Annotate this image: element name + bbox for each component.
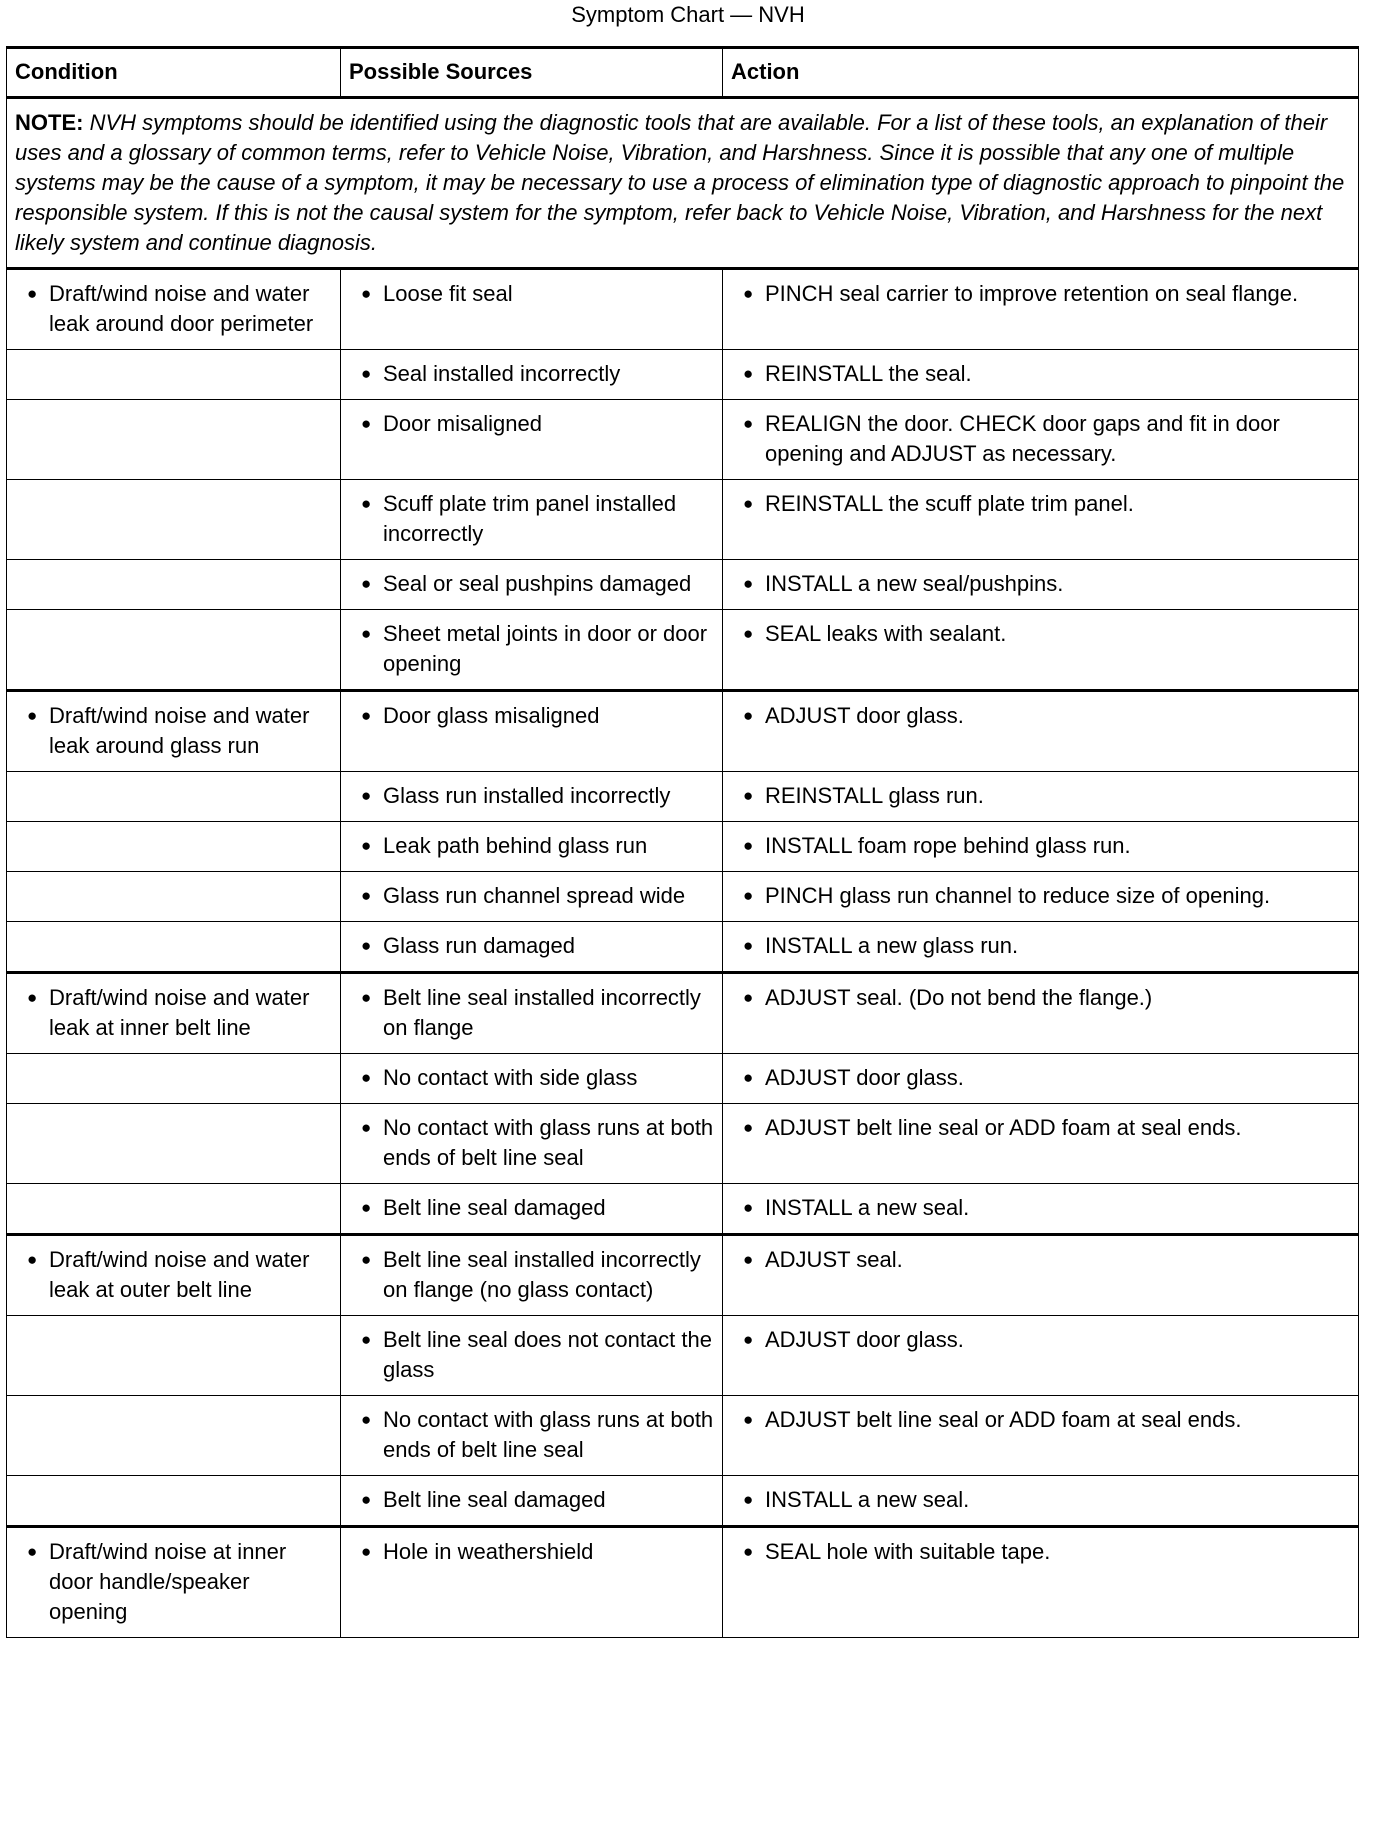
action-cell: [723, 610, 1359, 691]
action-text: ● INSTALL a new seal.: [731, 1193, 1350, 1223]
source-text: ● Loose fit seal: [349, 279, 714, 309]
table-row: [7, 560, 1359, 610]
source-cell: [341, 400, 723, 480]
note-row: [7, 98, 1359, 269]
action-text: ● INSTALL a new seal/pushpins.: [731, 569, 1350, 599]
source-text: ● Belt line seal installed incorrectly on flange (no glass contact): [349, 1245, 714, 1305]
source-text: ● Seal installed incorrectly: [349, 359, 714, 389]
table-header-row: [7, 48, 1359, 98]
source-text: ● Door misaligned: [349, 409, 714, 439]
condition-cell: [7, 480, 341, 560]
source-text: ● Seal or seal pushpins damaged: [349, 569, 714, 599]
table-row: [7, 822, 1359, 872]
table-row: [7, 1476, 1359, 1527]
condition-cell: [7, 269, 341, 350]
table-row: [7, 772, 1359, 822]
header-action: Action: [723, 48, 1359, 98]
condition-cell: [7, 400, 341, 480]
source-cell: [341, 973, 723, 1054]
condition-cell: [7, 1235, 341, 1316]
source-text: ● Leak path behind glass run: [349, 831, 714, 861]
source-cell: [341, 560, 723, 610]
source-text: ● Glass run channel spread wide: [349, 881, 714, 911]
action-text: ● REINSTALL the seal.: [731, 359, 1350, 389]
source-text: ● Belt line seal damaged: [349, 1193, 714, 1223]
action-text: ● REINSTALL glass run.: [731, 781, 1350, 811]
action-cell: [723, 691, 1359, 772]
source-cell: [341, 480, 723, 560]
action-cell: [723, 973, 1359, 1054]
action-cell: [723, 1235, 1359, 1316]
source-cell: [341, 1184, 723, 1235]
action-cell: [723, 269, 1359, 350]
source-text: ● No contact with glass runs at both ends of belt line seal: [349, 1113, 714, 1173]
action-cell: [723, 922, 1359, 973]
source-cell: [341, 922, 723, 973]
condition-cell: [7, 1527, 341, 1638]
source-text: ● Glass run damaged: [349, 931, 714, 961]
action-cell: [723, 1396, 1359, 1476]
source-cell: [341, 822, 723, 872]
action-text: ● REINSTALL the scuff plate trim panel.: [731, 489, 1350, 519]
condition-cell: [7, 922, 341, 973]
table-row: [7, 1054, 1359, 1104]
source-cell: [341, 1527, 723, 1638]
table-row: [7, 350, 1359, 400]
condition-cell: [7, 610, 341, 691]
action-cell: [723, 772, 1359, 822]
action-text: ● PINCH seal carrier to improve retention on seal flange.: [731, 279, 1350, 309]
condition-text: ● Draft/wind noise and water leak around door perimeter: [15, 279, 332, 339]
condition-cell: [7, 1316, 341, 1396]
source-cell: [341, 1396, 723, 1476]
note-cell: [7, 98, 1359, 269]
condition-cell: [7, 822, 341, 872]
table-row: [7, 480, 1359, 560]
action-cell: [723, 1184, 1359, 1235]
action-cell: [723, 350, 1359, 400]
note-reference: Vehicle Noise, Vibration, and Harshness: [474, 140, 868, 165]
source-cell: [341, 1054, 723, 1104]
source-text: ● No contact with side glass: [349, 1063, 714, 1093]
action-text: ● INSTALL a new glass run.: [731, 931, 1350, 961]
table-row: [7, 1184, 1359, 1235]
condition-text: ● Draft/wind noise at inner door handle/speaker opening: [15, 1537, 332, 1627]
table-row: [7, 1396, 1359, 1476]
action-cell: [723, 1316, 1359, 1396]
action-cell: [723, 400, 1359, 480]
note-text: for the next likely system and continue diagnosis.: [15, 200, 1323, 255]
action-text: ● ADJUST door glass.: [731, 1063, 1350, 1093]
action-text: ● SEAL hole with suitable tape.: [731, 1537, 1350, 1567]
action-text: ● ADJUST belt line seal or ADD foam at seal ends.: [731, 1113, 1350, 1143]
header-possible-sources: Possible Sources: [341, 48, 723, 98]
action-cell: [723, 1527, 1359, 1638]
source-text: ● Door glass misaligned: [349, 701, 714, 731]
table-row: [7, 1235, 1359, 1316]
chart-title: Symptom Chart — NVH: [571, 2, 805, 27]
condition-cell: [7, 560, 341, 610]
source-text: ● Belt line seal damaged: [349, 1485, 714, 1515]
action-text: ● ADJUST seal. (Do not bend the flange.): [731, 983, 1350, 1013]
table-row: [7, 610, 1359, 691]
source-text: ● Belt line seal installed incorrectly on flange: [349, 983, 714, 1043]
condition-cell: [7, 691, 341, 772]
action-cell: [723, 1476, 1359, 1527]
action-text: ● INSTALL a new seal.: [731, 1485, 1350, 1515]
table-row: [7, 922, 1359, 973]
action-text: ● ADJUST door glass.: [731, 1325, 1350, 1355]
table-row: [7, 1316, 1359, 1396]
condition-cell: [7, 1184, 341, 1235]
source-text: ● Hole in weathershield: [349, 1537, 714, 1567]
source-cell: [341, 269, 723, 350]
condition-cell: [7, 1476, 341, 1527]
note-text: NVH symptoms should be identified using the diagnostic tools that are available. For a list of these tools, an explanation of their uses and a glossary of common terms, refer to: [15, 110, 1328, 165]
source-cell: [341, 1104, 723, 1184]
action-text: ● SEAL leaks with sealant.: [731, 619, 1350, 649]
source-text: ● Belt line seal does not contact the glass: [349, 1325, 714, 1385]
table-row: [7, 269, 1359, 350]
action-text: ● ADJUST belt line seal or ADD foam at seal ends.: [731, 1405, 1350, 1435]
condition-cell: [7, 772, 341, 822]
source-cell: [341, 691, 723, 772]
source-cell: [341, 1476, 723, 1527]
symptom-chart-table: [6, 46, 1359, 1638]
action-cell: [723, 560, 1359, 610]
table-body: [7, 98, 1359, 1638]
action-cell: [723, 1104, 1359, 1184]
condition-text: ● Draft/wind noise and water leak at inner belt line: [15, 983, 332, 1043]
condition-text: ● Draft/wind noise and water leak at outer belt line: [15, 1245, 332, 1305]
action-text: ● ADJUST seal.: [731, 1245, 1350, 1275]
condition-cell: [7, 973, 341, 1054]
source-cell: [341, 350, 723, 400]
source-text: ● Scuff plate trim panel installed incorrectly: [349, 489, 714, 549]
source-text: ● No contact with glass runs at both ends of belt line seal: [349, 1405, 714, 1465]
table-row: [7, 973, 1359, 1054]
source-cell: [341, 1235, 723, 1316]
action-text: ● ADJUST door glass.: [731, 701, 1350, 731]
header-condition: Condition: [7, 48, 341, 98]
action-cell: [723, 872, 1359, 922]
table-row: [7, 691, 1359, 772]
table-row: [7, 1527, 1359, 1638]
table-row: [7, 872, 1359, 922]
source-cell: [341, 872, 723, 922]
action-cell: [723, 480, 1359, 560]
note-label: NOTE:: [15, 110, 84, 135]
action-text: ● REALIGN the door. CHECK door gaps and fit in door opening and ADJUST as necessary.: [731, 409, 1350, 469]
source-cell: [341, 1316, 723, 1396]
source-text: ● Glass run installed incorrectly: [349, 781, 714, 811]
condition-cell: [7, 872, 341, 922]
action-text: ● PINCH glass run channel to reduce size of opening.: [731, 881, 1350, 911]
note-reference: Vehicle Noise, Vibration, and Harshness: [813, 200, 1206, 225]
condition-cell: [7, 1104, 341, 1184]
table-row: [7, 1104, 1359, 1184]
condition-cell: [7, 350, 341, 400]
action-cell: [723, 1054, 1359, 1104]
condition-text: ● Draft/wind noise and water leak around glass run: [15, 701, 332, 761]
note-text: . Since it is possible that any one of multiple systems may be the cause of a symptom, it may be necessary to use a process of elimination type of diagnostic approach to pinpoint the responsible system. If this is not the causal system for the symptom, refer back to: [15, 140, 1345, 225]
source-cell: [341, 772, 723, 822]
table-row: [7, 400, 1359, 480]
action-text: ● INSTALL foam rope behind glass run.: [731, 831, 1350, 861]
source-text: ● Sheet metal joints in door or door opening: [349, 619, 714, 679]
action-cell: [723, 822, 1359, 872]
source-cell: [341, 610, 723, 691]
condition-cell: [7, 1054, 341, 1104]
condition-cell: [7, 1396, 341, 1476]
